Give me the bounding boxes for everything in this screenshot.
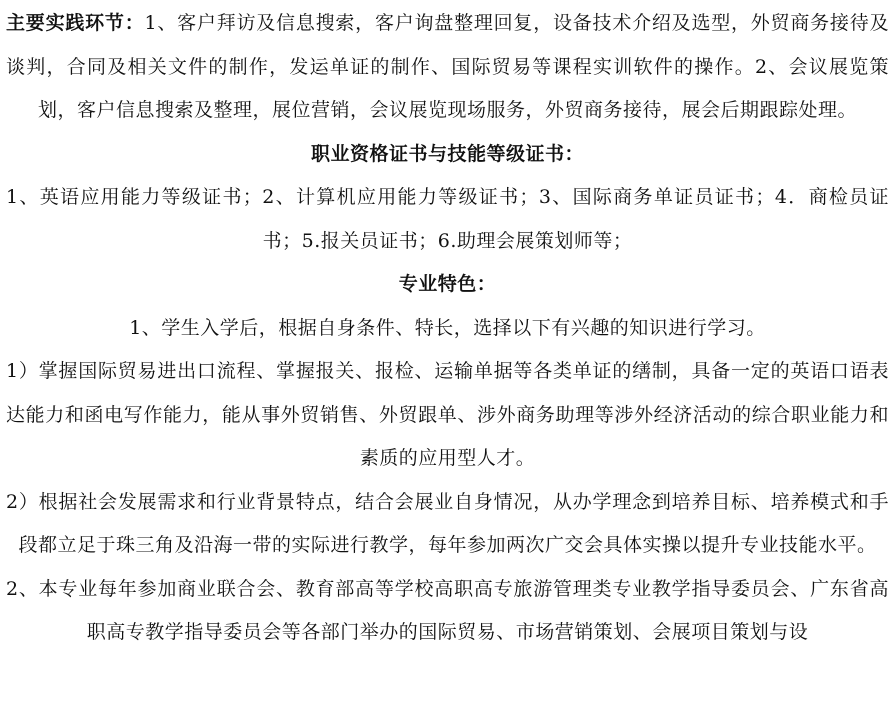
certificates-paragraph: 1、英语应用能力等级证书；2、计算机应用能力等级证书；3、国际商务单证员证书；4．商检员证书；5.报关员证书；6.助理会展策划师等； <box>6 186 889 252</box>
features-item1-sub1: 1）掌握国际贸易进出口流程、掌握报关、报检、运输单据等各类单证的缮制，具备一定的英语口语表达能力和函电写作能力，能从事外贸销售、外贸跟单、涉外商务助理等涉外经济活动的综合职业能力和素质的应用型人才。 <box>6 360 889 469</box>
features-item1-intro: 1、学生入学后，根据自身条件、特长，选择以下有兴趣的知识进行学习。 <box>129 316 766 339</box>
features-heading: 专业特色： <box>398 273 497 295</box>
practice-text: 1、客户拜访及信息搜索，客户询盘整理回复，设备技术介绍及选型，外贸商务接待及谈判，合同及相关文件的制作，发运单证的制作、国际贸易等课程实训软件的操作。2、会议展览策划，客户信息搜索及整理，展位营销，会议展览现场服务，外贸商务接待，展会后期跟踪处理。 <box>6 12 889 121</box>
practice-paragraph <box>6 2 889 133</box>
certificates-heading: 职业资格证书与技能等级证书： <box>310 142 584 165</box>
features-item2: 2、本专业每年参加商业联合会、教育部高等学校高职高专旅游管理类专业教学指导委员会、广东省高职高专教学指导委员会等各部门举办的国际贸易、市场营销策划、会展项目策划与设 <box>6 577 889 643</box>
practice-label: 主要实践环节： <box>6 12 145 34</box>
features-item1-sub2: 2）根据社会发展需求和行业背景特点，结合会展业自身情况，从办学理念到培养目标、培养模式和手段都立足于珠三角及沿海一带的实际进行教学，每年参加两次广交会具体实操以提升专业技能水平。 <box>6 490 889 556</box>
